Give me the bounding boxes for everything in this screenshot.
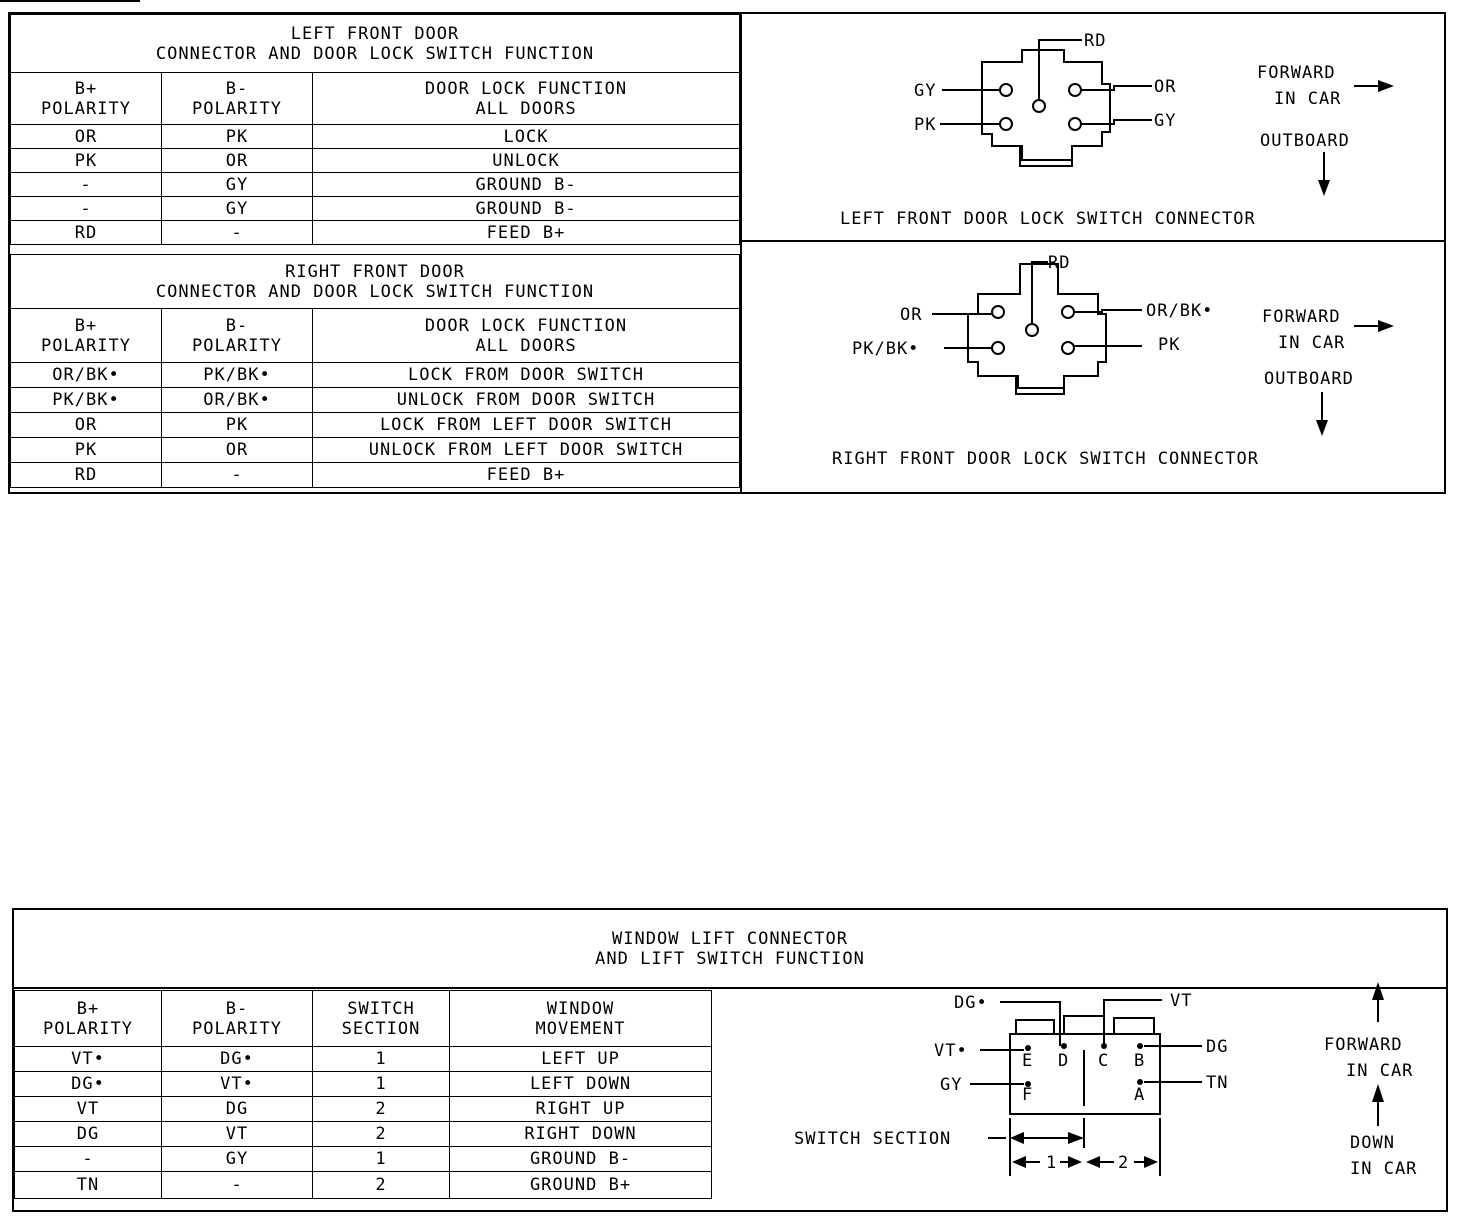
table-row: PK OR UNLOCK xyxy=(11,149,740,173)
right-pin-orbk xyxy=(1062,306,1074,318)
top-edge-mark xyxy=(0,0,140,2)
right-door-header-function: DOOR LOCK FUNCTION ALL DOORS xyxy=(313,309,740,363)
window-forward-in-car-label: IN CAR xyxy=(1346,1061,1414,1081)
right-door-title xyxy=(11,255,740,309)
right-connector-diagram xyxy=(742,244,1442,484)
pin-a-label: A xyxy=(1134,1085,1146,1105)
left-door-header-bminus: B- POLARITY xyxy=(162,73,313,125)
left-wire-gy-label: GY xyxy=(914,81,937,101)
window-lift-header-bplus: B+ POLARITY xyxy=(15,991,162,1047)
window-lift-header-movement: WINDOW MOVEMENT xyxy=(450,991,712,1047)
wire-vt-label: VT xyxy=(1170,991,1193,1011)
right-forward-label: FORWARD xyxy=(1262,307,1341,327)
right-pin-pk xyxy=(1062,342,1074,354)
window-down-arrow-icon xyxy=(1372,1084,1384,1126)
pin-e-label: E xyxy=(1022,1051,1034,1071)
table-row: - GY 1 GROUND B- xyxy=(15,1147,712,1172)
table-row: OR PK LOCK FROM LEFT DOOR SWITCH xyxy=(11,413,740,438)
window-down-in-car-label: IN CAR xyxy=(1350,1159,1418,1179)
window-lift-title xyxy=(14,910,1446,988)
right-door-header-bminus: B- POLARITY xyxy=(162,309,313,363)
section-2-arrow-left xyxy=(1086,1156,1100,1168)
left-door-header-bplus: B+ POLARITY xyxy=(11,73,162,125)
pin-c-label: C xyxy=(1098,1051,1110,1071)
table-row: DG VT 2 RIGHT DOWN xyxy=(15,1122,712,1147)
window-lift-title-line1: WINDOW LIFT CONNECTOR xyxy=(612,928,848,949)
right-wire-pkbk-label: PK/BK• xyxy=(852,339,920,359)
left-pin-pk xyxy=(1000,118,1012,130)
wire-vt-dot-label: VT• xyxy=(934,1041,968,1061)
section-1-arrow-right xyxy=(1068,1156,1082,1168)
right-door-header-bplus: B+ POLARITY xyxy=(11,309,162,363)
table-row: DG• VT• 1 LEFT DOWN xyxy=(15,1072,712,1097)
window-forward-arrow-icon xyxy=(1372,982,1384,1022)
left-pin-gy-right xyxy=(1069,118,1081,130)
pin-f-label: F xyxy=(1022,1085,1034,1105)
right-pin-rd xyxy=(1026,324,1038,336)
right-outboard-arrow-icon xyxy=(1316,392,1328,436)
left-connector-body xyxy=(982,50,1110,166)
window-lift-wire-leads xyxy=(970,1000,1202,1176)
left-door-header-function: DOOR LOCK FUNCTION ALL DOORS xyxy=(313,73,740,125)
right-wire-rd-label: RD xyxy=(1048,253,1071,273)
table-row: OR PK LOCK xyxy=(11,125,740,149)
table-row: VT• DG• 1 LEFT UP xyxy=(15,1047,712,1072)
pin-b-label: B xyxy=(1134,1051,1146,1071)
window-down-label: DOWN xyxy=(1350,1133,1395,1153)
left-wire-leads xyxy=(940,40,1152,124)
left-door-title-line1: LEFT FRONT DOOR xyxy=(290,23,460,44)
table-row: PK/BK• OR/BK• UNLOCK FROM DOOR SWITCH xyxy=(11,388,740,413)
wire-dg-dot-label: DG• xyxy=(954,993,988,1013)
table-row: VT DG 2 RIGHT UP xyxy=(15,1097,712,1122)
connector-divider xyxy=(740,240,1444,242)
window-lift-title-line2: AND LIFT SWITCH FUNCTION xyxy=(595,948,865,969)
wire-tn-label: TN xyxy=(1206,1073,1229,1093)
right-pin-pkbk xyxy=(992,342,1004,354)
left-outboard-arrow-icon xyxy=(1318,152,1330,196)
pin-d-label: D xyxy=(1058,1051,1070,1071)
left-pin-gy-top xyxy=(1000,84,1012,96)
left-door-title-line2: CONNECTOR AND DOOR LOCK SWITCH FUNCTION xyxy=(155,43,595,64)
table-row: - GY GROUND B- xyxy=(11,173,740,197)
left-outboard-label: OUTBOARD xyxy=(1260,131,1350,151)
left-forward-arrow-icon xyxy=(1354,80,1394,92)
switch-section-arrow-icon xyxy=(988,1132,1084,1144)
right-door-table xyxy=(10,254,740,488)
pin-b-dot xyxy=(1137,1043,1143,1049)
left-in-car-label: IN CAR xyxy=(1274,89,1342,109)
table-row: RD - FEED B+ xyxy=(11,463,740,488)
left-connector-diagram xyxy=(742,14,1442,238)
right-door-title-line1: RIGHT FRONT DOOR xyxy=(285,261,465,282)
left-connector-caption: LEFT FRONT DOOR LOCK SWITCH CONNECTOR xyxy=(840,209,1256,229)
right-wire-pk-label: PK xyxy=(1158,335,1181,355)
right-outboard-label: OUTBOARD xyxy=(1264,369,1354,389)
table-row: - GY GROUND B- xyxy=(11,197,740,221)
section-1-label: 1 xyxy=(1046,1153,1058,1173)
left-pin-or xyxy=(1069,84,1081,96)
table-row: PK OR UNLOCK FROM LEFT DOOR SWITCH xyxy=(11,438,740,463)
wire-dg-label: DG xyxy=(1206,1037,1229,1057)
right-door-title-line2: CONNECTOR AND DOOR LOCK SWITCH FUNCTION xyxy=(155,281,595,302)
left-wire-rd-label: RD xyxy=(1084,31,1107,51)
switch-section-label: SWITCH SECTION xyxy=(794,1129,952,1149)
left-forward-label: FORWARD xyxy=(1257,63,1336,83)
left-wire-or-label: OR xyxy=(1154,77,1177,97)
section-2-arrow-right xyxy=(1144,1156,1158,1168)
left-door-table xyxy=(10,14,740,245)
right-wire-or-label: OR xyxy=(900,305,923,325)
section-2-label: 2 xyxy=(1118,1153,1130,1173)
window-forward-label: FORWARD xyxy=(1324,1035,1403,1055)
right-wire-leads xyxy=(932,262,1142,348)
section-1-arrow-left xyxy=(1012,1156,1026,1168)
pin-d-dot xyxy=(1061,1043,1067,1049)
window-lift-header-section: SWITCH SECTION xyxy=(313,991,450,1047)
table-row: RD - FEED B+ xyxy=(11,221,740,245)
window-lift-table xyxy=(14,990,712,1199)
table-row: OR/BK• PK/BK• LOCK FROM DOOR SWITCH xyxy=(11,363,740,388)
right-connector-caption: RIGHT FRONT DOOR LOCK SWITCH CONNECTOR xyxy=(832,449,1259,469)
left-wire-pk-label: PK xyxy=(914,115,937,135)
window-lift-title-table xyxy=(14,910,1446,989)
window-lift-header-bminus: B- POLARITY xyxy=(162,991,313,1047)
left-pin-rd xyxy=(1033,100,1045,112)
right-wire-orbk-label: OR/BK• xyxy=(1146,301,1214,321)
right-forward-arrow-icon xyxy=(1354,320,1394,332)
window-lift-connector-diagram xyxy=(714,988,1444,1202)
table-row: TN - 2 GROUND B+ xyxy=(15,1172,712,1199)
right-pin-or xyxy=(992,306,1004,318)
left-wire-gy2-label: GY xyxy=(1154,111,1177,131)
right-in-car-label: IN CAR xyxy=(1278,333,1346,353)
left-door-title xyxy=(11,15,740,73)
wire-gy-label: GY xyxy=(940,1075,963,1095)
